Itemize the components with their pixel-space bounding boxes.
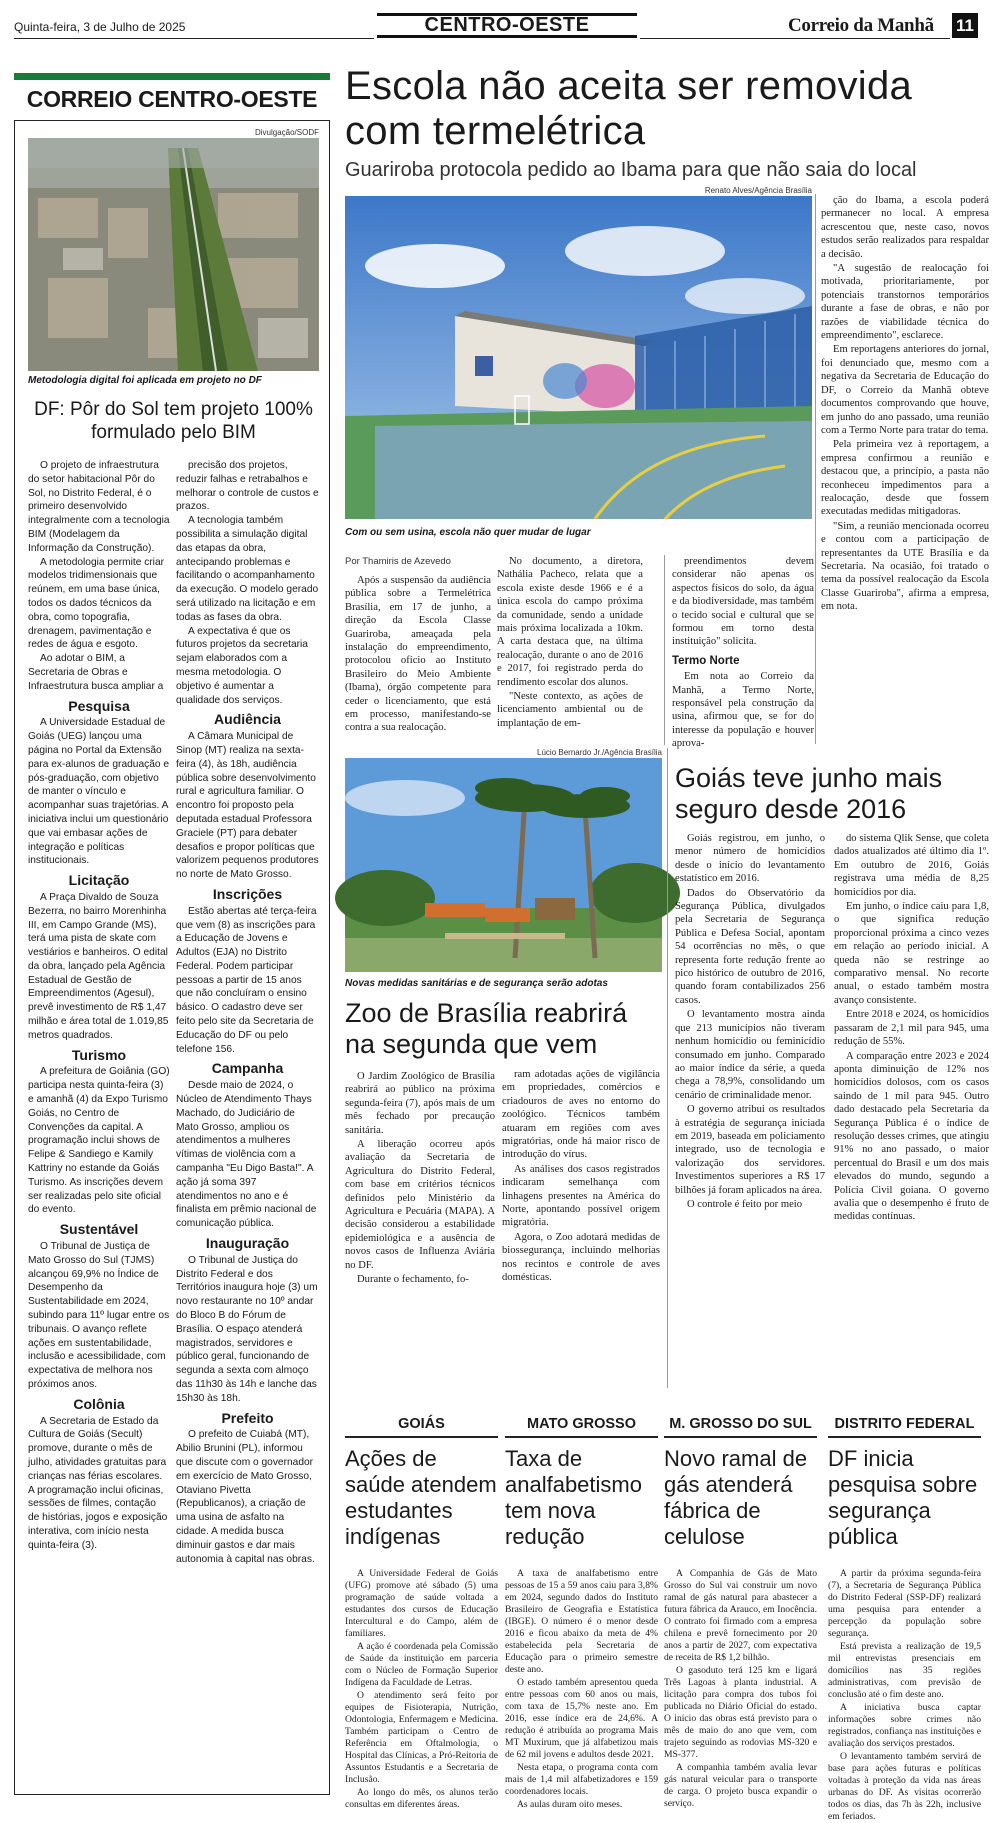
sidebar-paragraph: O projeto de infraestrutura do setor habitacional Pôr do Sol, no Distrito Federal, é o primeiro desenvolvido integralmente com a tecnologia BIM (Modelagem da Informação da Construção). xyxy=(28,460,170,554)
sidebar-subheading: Turismo xyxy=(71,1046,127,1063)
region-body xyxy=(505,1568,658,1810)
paragraph: O governo atribui os resultados à estratégia de segurança iniciada em 2019, baseada em policiamento integrado, uso de tecnologia e valorização dos servidores. Investimentos superiores a R$ 17 bilhões já foram aplicados na área. xyxy=(675,1104,825,1196)
paragraph: No documento, a diretora, Nathália Pacheco, relata que a escola existe desde 1966 e é a única escola do campo próxima da comunidade, sendo a unidade mais próxima localizada a 10km. A carta destaca que, na última realocação, durante o ano de 2016 e 2017, foi registrado perda do rendimento escolar dos alunos. xyxy=(497,556,643,688)
paragraph: Está prevista a realização de 19,5 mil entrevistas presenciais em domicílios nas 35 regiões administrativas, com previsão de conclusão até o fim deste ano. xyxy=(828,1641,981,1700)
paragraph: A comparação entre 2023 e 2024 aponta diminuição de 12% nos homicídios dolosos, com os casos saindo de 1 mil para 945. Outro dado destacado pela Secretaria da Segurança Pública é o índice de resolução desses crimes, que atingiu 91% no ano passado, o maior percentual do Brasil e um dos mais elevados do mundo, segundo a Polícia Civil goiana. O governo avalia que o desempenho é fruto de medidas contínuas. xyxy=(834,1050,989,1223)
sidebar-subheading: Pesquisa xyxy=(68,697,130,714)
column-divider-3 xyxy=(667,748,668,1388)
sidebar-paragraph: Ao adotar o BIM, a Secretaria de Obras e Infraestrutura busca ampliar a xyxy=(28,653,164,692)
paragraph: Agora, o Zoo adotará medidas de biossegurança, incluindo melhorias nos recintos e controle de aves domésticas. xyxy=(502,1231,660,1284)
sidebar-paragraph: A Universidade Estadual de Goiás (UEG) lançou uma página no Portal da Extensão para ex-alunos de graduação e pós-graduação, com objetivo de manter o vínculo e acompanhar suas trajetórias. A iniciativa inclui um questionário que vai embasar ações de integração e políticas institucionais. xyxy=(28,717,170,867)
region-headline: Taxa de analfabetismo tem nova redução xyxy=(505,1446,642,1549)
sidebar-photo xyxy=(28,138,319,371)
zoo-headline: Zoo de Brasília reabrirá na segunda que vem xyxy=(345,998,628,1059)
section-title: CENTRO-OESTE xyxy=(424,14,590,36)
zoo-column-1 xyxy=(345,1070,495,1385)
sidebar-paragraph: O prefeito de Cuiabá (MT), Abilio Brunini (PL), informou que discute com o governador em exercício de Mato Grosso, Otaviano Pivetta (Republicanos), a criação de uma usina de asfalto na cidade. A medida busca diminuir gastos e dar mais autonomia à capital nas obras. xyxy=(176,1429,315,1565)
paragraph: A companhia também avalia levar gás natural veicular para o transporte de carga. O projeto busca expandir o serviço. xyxy=(664,1762,817,1809)
paragraph: O gasoduto terá 125 km e ligará Três Lagoas à planta industrial. A licitação para compra dos tubos foi publicada no Diário Oficial do estado. O início das obras está previsto para o mês de maio do ano que vem, com trajeto seguindo as rodovias MS-320 e MS-377. xyxy=(664,1665,817,1760)
sidebar-title: CORREIO CENTRO-OESTE xyxy=(26,86,318,112)
sidebar-subheading: Licitação xyxy=(68,872,130,889)
sidebar-paragraph: O Tribunal de Justiça de Mato Grosso do Sul (TJMS) alcançou 69,9% no Índice de Desempenho da Sustentabilidade em 2024, subindo para 11º lugar entre os tribunais. O avanço reflete ações em sustentabilidade, inclusão e acessibilidade, com expectativa de melhora nos próximos anos. xyxy=(28,1241,170,1390)
region-headline: Ações de saúde atendem estudantes indígenas xyxy=(345,1446,497,1549)
region-tag: M. GROSSO DO SUL xyxy=(664,1416,817,1438)
main-photo-caption: Com ou sem usina, escola não quer mudar de lugar xyxy=(345,527,591,538)
sidebar-photo-caption: Metodologia digital foi aplicada em projeto no DF xyxy=(28,375,262,386)
zoo-photo-caption: Novas medidas sanitárias e de segurança serão adotas xyxy=(345,978,608,989)
sidebar-subheading: Inauguração xyxy=(205,1235,290,1252)
paragraph: "A sugestão de realocação foi motivada, prioritariamente, por potenciais transtornos temporários durante a fase de obras, e não por razões de viabilidade técnica do empreendimento", esclarece. xyxy=(821,263,989,342)
column-divider-1 xyxy=(664,555,665,745)
sidebar-headline: DF: Pôr do Sol tem projeto 100% formulado pelo BIM xyxy=(34,399,313,443)
paragraph: A partir da próxima segunda-feira (7), a Secretaria de Segurança Pública do Distrito Federal (SSP-DF) realizará uma pesquisa para entender a percepção da população sobre segurança. xyxy=(828,1568,981,1639)
region-body xyxy=(664,1568,817,1809)
paragraph: ram adotadas ações de vigilância em propriedades, comércios e criadouros de aves no entorno do zoológico. Técnicos também atuaram em regiões com aves migratórias, onde há maior risco de introdução do vírus. xyxy=(502,1069,660,1161)
page-number: 11 xyxy=(952,13,978,38)
sidebar-paragraph: A tecnologia também possibilita a simulação digital das etapas da obra, antecipando problemas e facilitando o acompanhamento da execução. O modelo gerado será utilizado na licitação e em todas as fases da obra. xyxy=(176,515,319,623)
paragraph: Dados do Observatório da Segurança Pública, divulgados pela Secretaria de Segurança Pública e Defesa Social, apontam 54 ocorrências no mês, o que representa forte redução frente ao pico histórico de outubro de 2016, quando foram contabilizados 256 casos. xyxy=(675,887,825,1006)
sidebar-paragraph: Estão abertas até terça-feira que vem (8) as inscrições para a Educação de Jovens e Adultos (EJA) no Distrito Federal. Podem participar pessoas a partir de 15 anos que não concluíram o ensino básico. O cadastro deve ser feito pelo site da Secretaria de Educação do DF ou pelo telefone 156. xyxy=(176,905,317,1055)
region-tag: MATO GROSSO xyxy=(505,1416,658,1438)
column-divider-2 xyxy=(815,194,816,744)
region-headline: DF inicia pesquisa sobre segurança pública xyxy=(828,1446,978,1549)
paragraph: preendimentos devem considerar não apenas os aspectos físicos do solo, da água e da biodiversidade, mas também o tecido social e cultural que se formou em torno desta instituição" solicita. xyxy=(672,556,814,648)
sidebar-subheading: Prefeito xyxy=(221,1409,274,1426)
zoo-column-2 xyxy=(502,1068,660,1385)
subheading-termo-norte: Termo Norte xyxy=(672,654,740,667)
main-photo-credit: Renato Alves/Agência Brasília xyxy=(704,186,812,195)
main-column-1 xyxy=(345,574,491,744)
goias-headline: Goiás teve junho mais seguro desde 2016 xyxy=(675,763,943,824)
sidebar-paragraph: A Praça Divaldo de Souza Bezerra, no bairro Morenhinha III, em Campo Grande (MS), terá uma pista de skate com vestiários e banheiros. O edital da obra, lançado pela Agência Estadual de Gestão de Empreendimentos (Agesul), prevê investimento de R$ 1,47 milhão e área total de 1.019,85 metros quadrados. xyxy=(28,891,169,1041)
region-headline: Novo ramal de gás atenderá fábrica de celulose xyxy=(664,1446,808,1549)
paragraph: Durante o fechamento, fo- xyxy=(357,1274,469,1286)
paragraph: As aulas duram oito meses. xyxy=(517,1799,623,1810)
sidebar-paragraph: Desde maio de 2024, o Núcleo de Atendimento Thays Machado, do Judiciário de Mato Grosso, ampliou os atendimentos a mulheres vítimas de violência com a campanha "Eu Digo Basta!". A ação já soma 397 atendimentos no ano e é finalista em prêmio nacional de comunicação pública. xyxy=(176,1080,317,1230)
sidebar-subheading: Campanha xyxy=(211,1060,284,1077)
paragraph: O Jardim Zoológico de Brasília reabrirá ao público na próxima segunda-feira (7), após mais de um mês fechado por precaução sanitária. xyxy=(345,1071,495,1136)
paragraph: A Universidade Federal de Goiás (UFG) promove até sábado (5) uma programação de saúde voltada a estudantes dos cursos de Educação Intercultural e do Campo, além de familiares. xyxy=(345,1568,498,1639)
main-column-2 xyxy=(497,555,643,744)
region-tag: DISTRITO FEDERAL xyxy=(828,1416,981,1438)
main-column-4 xyxy=(821,194,989,744)
paragraph: A ação é coordenada pela Comissão de Saúde da instituição em parceria com o Núcleo de Formação Superior Indígena da Faculdade de Letras. xyxy=(345,1641,498,1688)
header-rule-left xyxy=(14,38,374,39)
main-column-3 xyxy=(672,555,814,750)
region-body xyxy=(828,1568,981,1822)
sidebar-paragraph: A Câmara Municipal de Sinop (MT) realiza na sexta-feira (4), às 18h, audiência pública sobre desenvolvimento rural e agricultura familiar. O encontro foi proposto pela deputada estadual Professora Graciele (PT) para debater desafios e propor políticas que valorizem pequenos produtores no norte de Mato Grosso. xyxy=(176,731,319,881)
main-byline: Por Thamiris de Azevedo xyxy=(345,556,451,567)
paragraph: Em nota ao Correio da Manhã, a Termo Norte, responsável pela construção da usina, afirmou que, se for do interesse da população e houver aprova- xyxy=(672,671,814,750)
paragraph: A Companhia de Gás de Mato Grosso do Sul vai construir um novo ramal de gás natural para abastecer a futura fábrica da Arauco, em Inocência. O contrato foi firmado com a empresa chilena e prevê fornecimento por 20 anos a partir de 2027, com expectativa de receita de R$ 1,2 bilhão. xyxy=(664,1568,817,1663)
sidebar-subheading: Audiência xyxy=(214,711,281,728)
sidebar-paragraph: A Secretaria de Estado da Cultura de Goiás (Secult) promove, durante o mês de julho, atividades gratuitas para crianças nas férias escolares. A programação inclui oficinas, sessões de filmes, contação de histórias, jogos e exposição interativa, com início nesta quinta-feira (3). xyxy=(28,1415,168,1551)
zoo-photo xyxy=(345,758,662,972)
paragraph: Pela primeira vez à reportagem, a empresa confirmou a reunião e destacou que, a princípio, a pasta não reconheceu impedimentos para a realocação, desde que fossem executadas medidas mitigadoras. xyxy=(821,439,989,518)
paragraph: A iniciativa busca captar informações sobre crimes não registrados, confiança nas instituições e avaliação dos serviços prestados. xyxy=(828,1702,981,1749)
paragraph: "Neste contexto, as ações de licenciamento ambiental ou de implantação de em- xyxy=(497,691,643,729)
sidebar-subheading: Colônia xyxy=(73,1395,125,1412)
section-banner xyxy=(377,13,637,38)
paragraph: "Sim, a reunião mencionada ocorreu e contou com a participação de representantes da UTE Brasília e da Secretaria. Na ocasião, foi tratado o tema da possível realocação da Escola Classe Guariroba", afirma a empresa, em nota. xyxy=(821,520,989,613)
goias-column-1 xyxy=(675,832,825,1384)
paragraph: Em reportagens anteriores do jornal, foi denunciado que, mesmo com a negativa da Secretaria de Educação do DF, o Correio da Manhã obteve documentos comprovando que houve, em junho do ano passado, uma reunião com a Termo Norte para tratar do tema. xyxy=(821,344,989,436)
paragraph: O levantamento mostra ainda que 213 municípios não tiveram nenhum homicídio ou feminicídio consumado em junho. Comparado ao maior índice da série, a queda chega a 78,9%, consolidando um cenário de criminalidade menor. xyxy=(675,1009,825,1101)
paragraph: A taxa de analfabetismo entre pessoas de 15 a 59 anos caiu para 3,8% em 2024, segundo dados do Instituto Brasileiro de Geografia e Estatística (IBGE). O número é o menor desde 2016 e ficou abaixo da meta de 4% estabelecida pela Secretaria de Educação para o primeiro semestre deste ano. xyxy=(505,1568,658,1675)
sidebar-column-right xyxy=(176,459,319,1789)
paragraph: As análises dos casos registrados indicaram semelhança com linhagens presentes na América do Norte, apontando possível origem migratória. xyxy=(502,1163,660,1229)
header-rule-right xyxy=(640,38,950,39)
paragraph: O levantamento também servirá de base para ações futuras e políticas voltadas à proteção da vida nas áreas urbanas do DF. As visitas ocorrerão todos os dias, das 7h às 22h, inclusive em feriados. xyxy=(828,1751,981,1822)
paragraph: Entre 2018 e 2024, os homicídios passaram de 2,1 mil para 945, uma redução de 55%. xyxy=(834,1009,989,1048)
paragraph: O controle é feito por meio xyxy=(687,1198,803,1210)
sidebar-paragraph: A prefeitura de Goiânia (GO) participa nesta quinta-feira (3) e amanhã (4) da Expo Turismo Goiás, no Centro de Convenções da capital. A programação inclui shows de Felipe & Sandiego e Kamily Kattriny no estande da Goiás Turismo. As inscrições devem ser realizadas pelo site oficial do evento. xyxy=(28,1066,170,1216)
sidebar-column-left xyxy=(28,459,170,1789)
issue-date: Quinta-feira, 3 de Julho de 2025 xyxy=(14,20,186,34)
goias-column-2 xyxy=(834,832,989,1384)
main-headline: Escola não aceita ser removida com termelétrica xyxy=(345,64,913,153)
brand-logo: Correio da Manhã xyxy=(788,15,934,36)
paragraph: Após a suspensão da audiência pública sobre a Termelétrica Brasília, em 17 de junho, a direção da Escola Classe Guariroba, ameaçada pela instalação do empreendimento, protocolou ofício ao Instituto Brasileiro do Meio Ambiente (Ibama), órgão competente para ceder o licenciamento, que está em processo, manifestando-se contra a sua realocação. xyxy=(345,575,491,734)
sidebar-subheading: Inscrições xyxy=(212,885,283,902)
paragraph: A liberação ocorreu após avaliação da Secretaria de Agricultura do Distrito Federal, com base em critérios técnicos definidos pelo Ministério da Agricultura e Pecuária (MAPA). A decisão considerou a estabilidade epidemiológica e a ausência de novos casos de Influenza Aviária no DF. xyxy=(345,1139,495,1271)
zoo-photo-credit: Lúcio Bernardo Jr./Agência Brasília xyxy=(537,748,662,757)
sidebar-paragraph: A expectativa é que os futuros projetos da secretaria sejam elaborados com a mesma metodologia. O objetivo é aumentar a qualidade dos serviços. xyxy=(176,625,308,706)
main-photo xyxy=(345,196,812,519)
paragraph: Em junho, o índice caiu para 1,8, o que significa redução proporcional próxima a cinco vezes em relação ao período inicial. A queda não se restringe ao comparativo mensal. No recorte anual, o estado também mostra avanço consistente. xyxy=(834,901,989,1006)
paragraph: O atendimento será feito por equipes de Fisioterapia, Nutrição, Odontologia, Enfermagem e Medicina. Também participam o Centro de Referência em Oftalmologia, o Hospital das Clínicas, a Pró-Reitoria de Assuntos Estudantis e a Secretaria de Inclusão. xyxy=(345,1690,498,1785)
paragraph: Nesta etapa, o programa conta com mais de 1,4 mil alfabetizadores e 159 coordenadores locais. xyxy=(505,1762,658,1797)
sidebar-photo-credit: Divulgação/SODF xyxy=(254,128,319,137)
sidebar-paragraph: precisão dos projetos, reduzir falhas e retrabalhos e melhorar o controle de custos e prazos. xyxy=(176,460,319,513)
paragraph: O estado também apresentou queda entre pessoas com 60 anos ou mais, com taxa de 15,7% neste ano. Em 2016, esse índice era de 24,6%. A redução é atribuída ao programa Mais MT Muxirum, que já alfabetizou mais de 62 mil jovens e adultos desde 2021. xyxy=(505,1677,658,1760)
sidebar-paragraph: A metodologia permite criar modelos tridimensionais que reúnem, em uma base única, todos os dados técnicos da obra, como topografia, drenagem, pavimentação e redes de água e esgoto. xyxy=(28,556,165,651)
region-tag: GOIÁS xyxy=(345,1416,498,1438)
sidebar-subheading: Sustentável xyxy=(59,1221,139,1238)
paragraph: Goiás registrou, em junho, o menor número de homicídios desde o início do levantamento estatístico em 2016. xyxy=(675,833,825,885)
sidebar-paragraph: O Tribunal de Justiça do Distrito Federal e dos Territórios inaugura hoje (3) um novo restaurante no 10º andar do Bloco B do Fórum de Brasília. O espaço atenderá magistrados, servidores e público geral, funcionando de segunda a sexta com almoço das 11h30 às 14h e lanche das 15h30 às 18h. xyxy=(176,1254,318,1404)
paragraph: do sistema Qlik Sense, que coleta dados atualizados até último dia 1º. Em outubro de 2016, Goiás registrava uma média de 8,25 homicídios por dia. xyxy=(834,833,989,898)
paragraph: ção do Ibama, a escola poderá permanecer no local. A empresa acrescentou que, neste caso, novos estudos serão realizados para respaldar a decisão. xyxy=(821,195,989,260)
region-body xyxy=(345,1568,498,1810)
main-subhead: Guariroba protocola pedido ao Ibama para que não saia do local xyxy=(345,159,917,181)
sidebar-accent-bar xyxy=(14,73,330,80)
paragraph: Ao longo do mês, os alunos terão consultas em diferentes áreas. xyxy=(345,1787,498,1810)
